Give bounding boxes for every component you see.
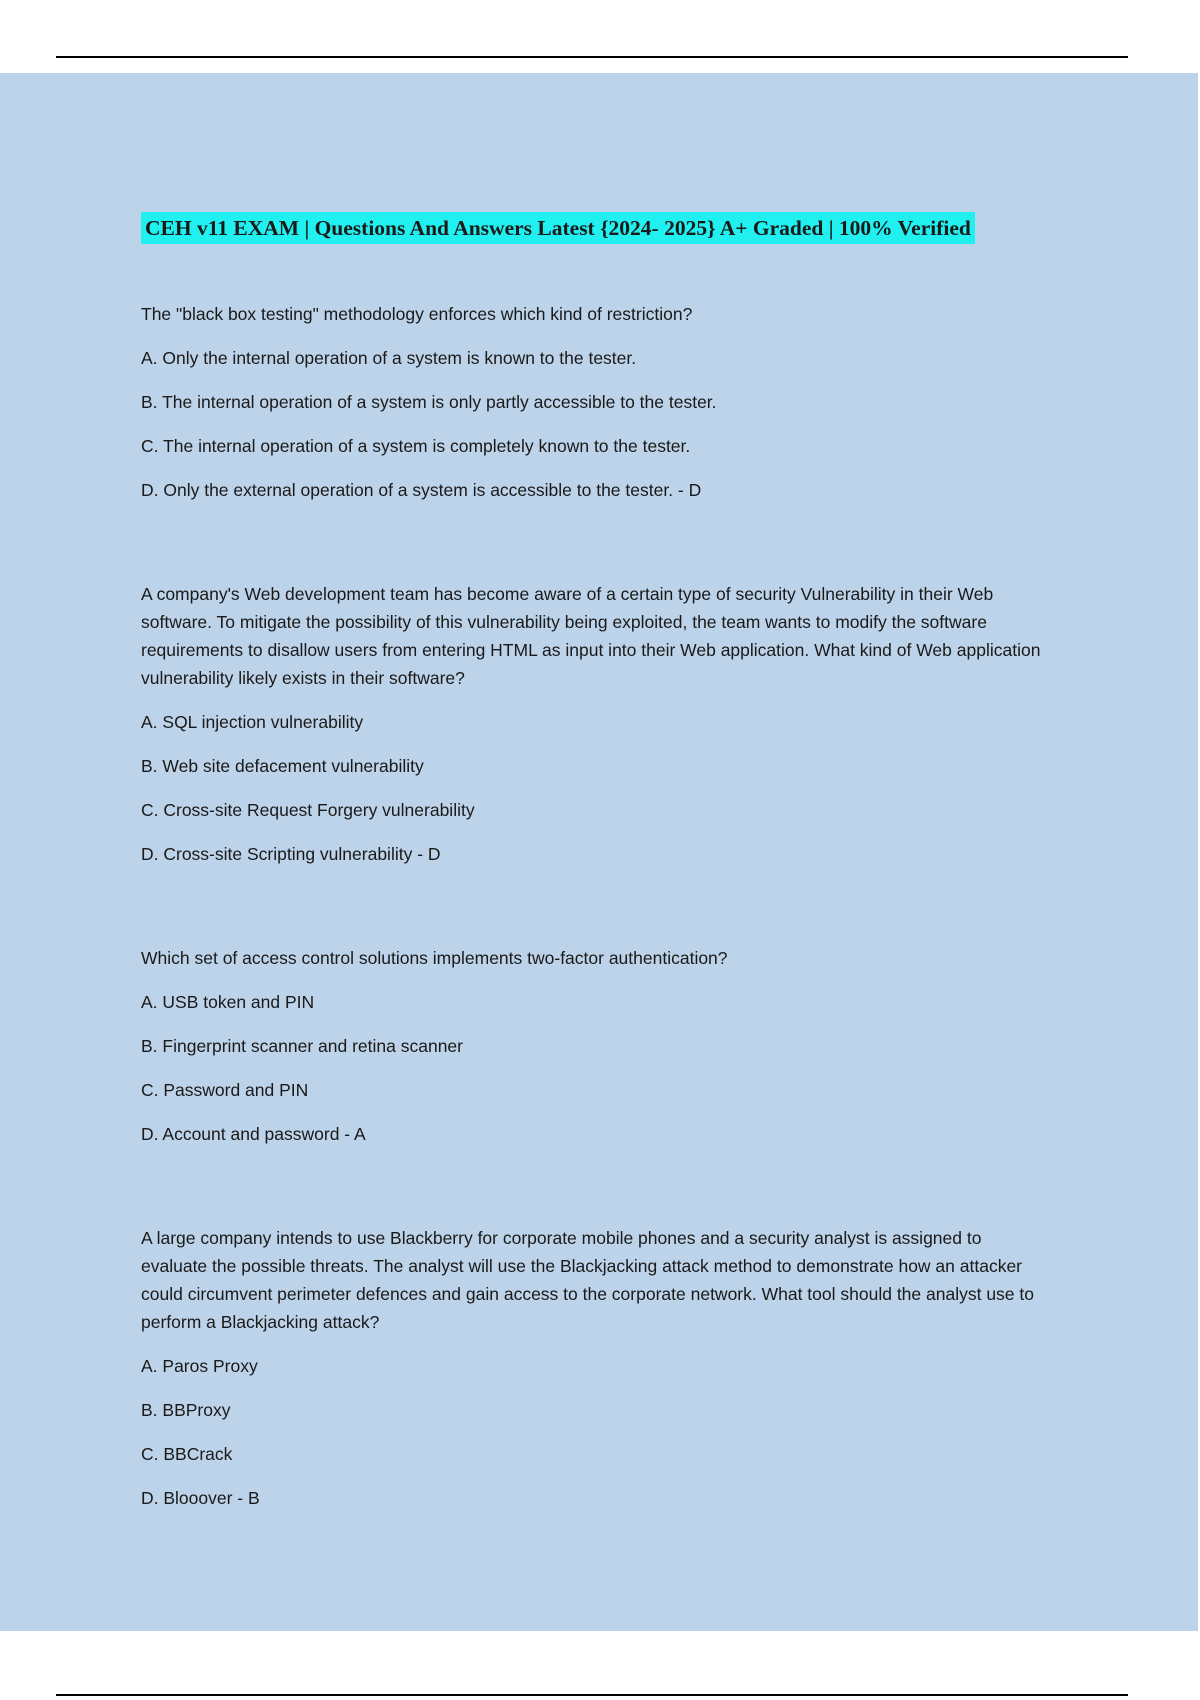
question-block [141, 580, 1041, 868]
answer-option: D. Cross-site Scripting vulnerability - D [141, 844, 441, 864]
answer-option: B. The internal operation of a system is only partly accessible to the tester. [141, 392, 717, 412]
question-block [141, 944, 1041, 1148]
answer-option: D. Account and password - A [141, 1124, 366, 1144]
answer-option: A. Only the internal operation of a system is known to the tester. [141, 348, 637, 368]
question-block [141, 1224, 1041, 1512]
answer-option: A. Paros Proxy [141, 1356, 258, 1376]
bottom-rule [56, 1694, 1128, 1696]
answer-option: A. SQL injection vulnerability [141, 712, 364, 732]
question-text: The "black box testing" methodology enforces which kind of restriction? [141, 304, 693, 324]
question-list [141, 300, 1041, 1588]
top-rule [56, 56, 1128, 58]
answer-option: D. Only the external operation of a system is accessible to the tester. - D [141, 480, 702, 500]
question-text: Which set of access control solutions implements two-factor authentication? [141, 948, 728, 968]
answer-option: C. Password and PIN [141, 1080, 309, 1100]
question-block [141, 300, 1041, 504]
document-title: CEH v11 EXAM | Questions And Answers Latest {2024- 2025} A+ Graded | 100% Verified [141, 212, 975, 244]
answer-option: C. The internal operation of a system is completely known to the tester. [141, 436, 691, 456]
answer-option: B. BBProxy [141, 1400, 231, 1420]
answer-option: A. USB token and PIN [141, 992, 315, 1012]
question-text: A large company intends to use Blackberry for corporate mobile phones and a security analyst is assigned to evaluate the possible threats. The analyst will use the Blackjacking attack method to demonstrate how an attacker could circumvent perimeter defences and gain access to the corporate network. What tool should the analyst use to perform a Blackjacking attack? [141, 1228, 1034, 1332]
answer-option: B. Fingerprint scanner and retina scanner [141, 1036, 463, 1056]
answer-option: B. Web site defacement vulnerability [141, 756, 424, 776]
answer-option: D. Blooover - B [141, 1488, 260, 1508]
answer-option: C. BBCrack [141, 1444, 233, 1464]
answer-option: C. Cross-site Request Forgery vulnerability [141, 800, 475, 820]
question-text: A company's Web development team has become aware of a certain type of security Vulnerability in their Web software. To mitigate the possibility of this vulnerability being exploited, the team wants to modify the software requirements to disallow users from entering HTML as input into their Web application. What kind of Web application vulnerability likely exists in their software? [141, 584, 1041, 688]
